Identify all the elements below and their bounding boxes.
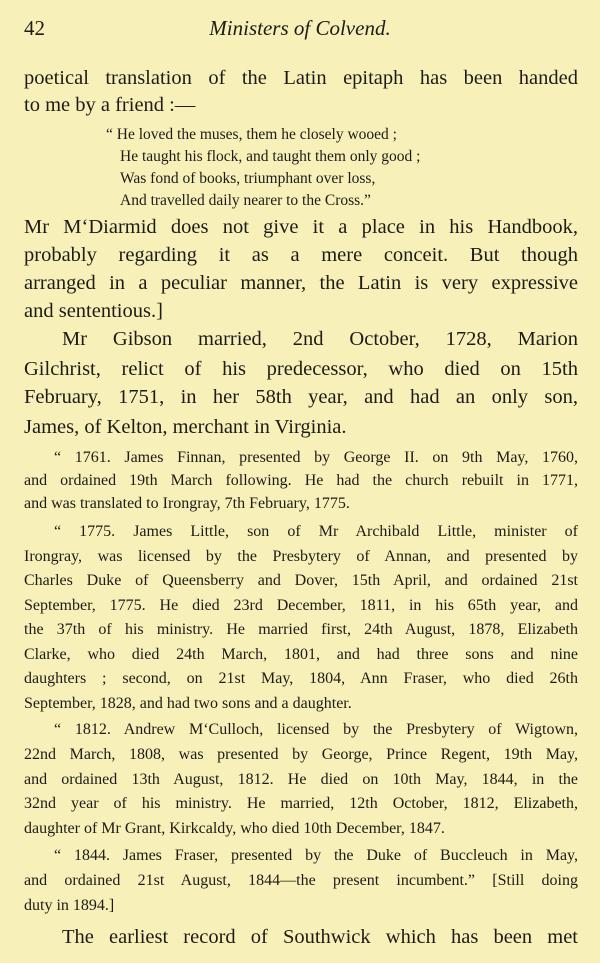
text-line: 22nd March, 1808, was presented by George, Prince Regent, 19th May, [24,746,578,763]
text-line: The earliest record of Southwick which has been met [62,926,578,948]
text-line: He taught his flock, and taught them only good ; [120,148,421,165]
text-line: “ 1844. James Fraser, presented by the Duke of Buccleuch in May, [54,847,578,864]
text-line: September, 1828, and had two sons and a daughter. [24,695,352,712]
text-line: “ 1812. Andrew M‘Culloch, licensed by the Presbytery of Wigtown, [54,721,578,738]
text-line: And travelled daily nearer to the Cross.” [120,192,371,209]
text-line: daughters ; second, on 21st May, 1804, Ann Fraser, who died 26th [24,670,578,687]
text-line: Mr Gibson married, 2nd October, 1728, Marion [62,328,578,350]
text-line: 32nd year of his ministry. He married, 12th October, 1812, Elizabeth, [24,795,578,812]
text-line: Irongray, was licensed by the Presbytery of Annan, and presented by [24,548,578,565]
text-line: Gilchrist, relict of his predecessor, who died on 15th [24,358,578,380]
text-line: “ He loved the muses, them he closely wooed ; [106,126,397,143]
text-line: daughter of Mr Grant, Kirkcaldy, who died 10th December, 1847. [24,820,445,837]
text-line: and sententious.] [24,300,163,322]
text-line: and ordained 21st August, 1844—the present incumbent.” [Still doing [24,872,578,889]
text-line: duty in 1894.] [24,897,115,914]
page-number: 42 [24,16,45,40]
text-line: Was fond of books, triumphant over loss, [120,170,376,187]
running-title: Ministers of Colvend. [209,16,391,40]
text-line: “ 1775. James Little, son of Mr Archibald Little, minister of [54,523,578,540]
text-line: February, 1751, in her 58th year, and had an only son, [24,386,578,408]
text-line: probably regarding it as a mere conceit. But though [24,244,578,266]
text-line: and ordained 13th August, 1812. He died on 10th May, 1844, in the [24,771,578,788]
page-header [24,16,576,46]
text-line: “ 1761. James Finnan, presented by George II. on 9th May, 1760, [54,449,578,466]
text-line: Clarke, who died 24th March, 1801, and had three sons and nine [24,646,578,663]
text-line: and ordained 19th March following. He had the church rebuilt in 1771, [24,472,578,489]
text-line: the 37th of his ministry. He married first, 24th August, 1878, Elizabeth [24,621,578,638]
text-line: James, of Kelton, merchant in Virginia. [24,416,347,438]
text-line: September, 1775. He died 23rd December, 1811, in his 65th year, and [24,597,578,614]
text-line: Charles Duke of Queensberry and Dover, 15th April, and ordained 21st [24,572,578,589]
text-line: and was translated to Irongray, 7th February, 1775. [24,495,350,512]
text-line: to me by a friend :— [24,94,196,116]
text-line: poetical translation of the Latin epitaph has been handed [24,67,578,89]
text-line: arranged in a peculiar manner, the Latin is very expressive [24,272,578,294]
text-line: Mr M‘Diarmid does not give it a place in his Handbook, [24,216,578,238]
